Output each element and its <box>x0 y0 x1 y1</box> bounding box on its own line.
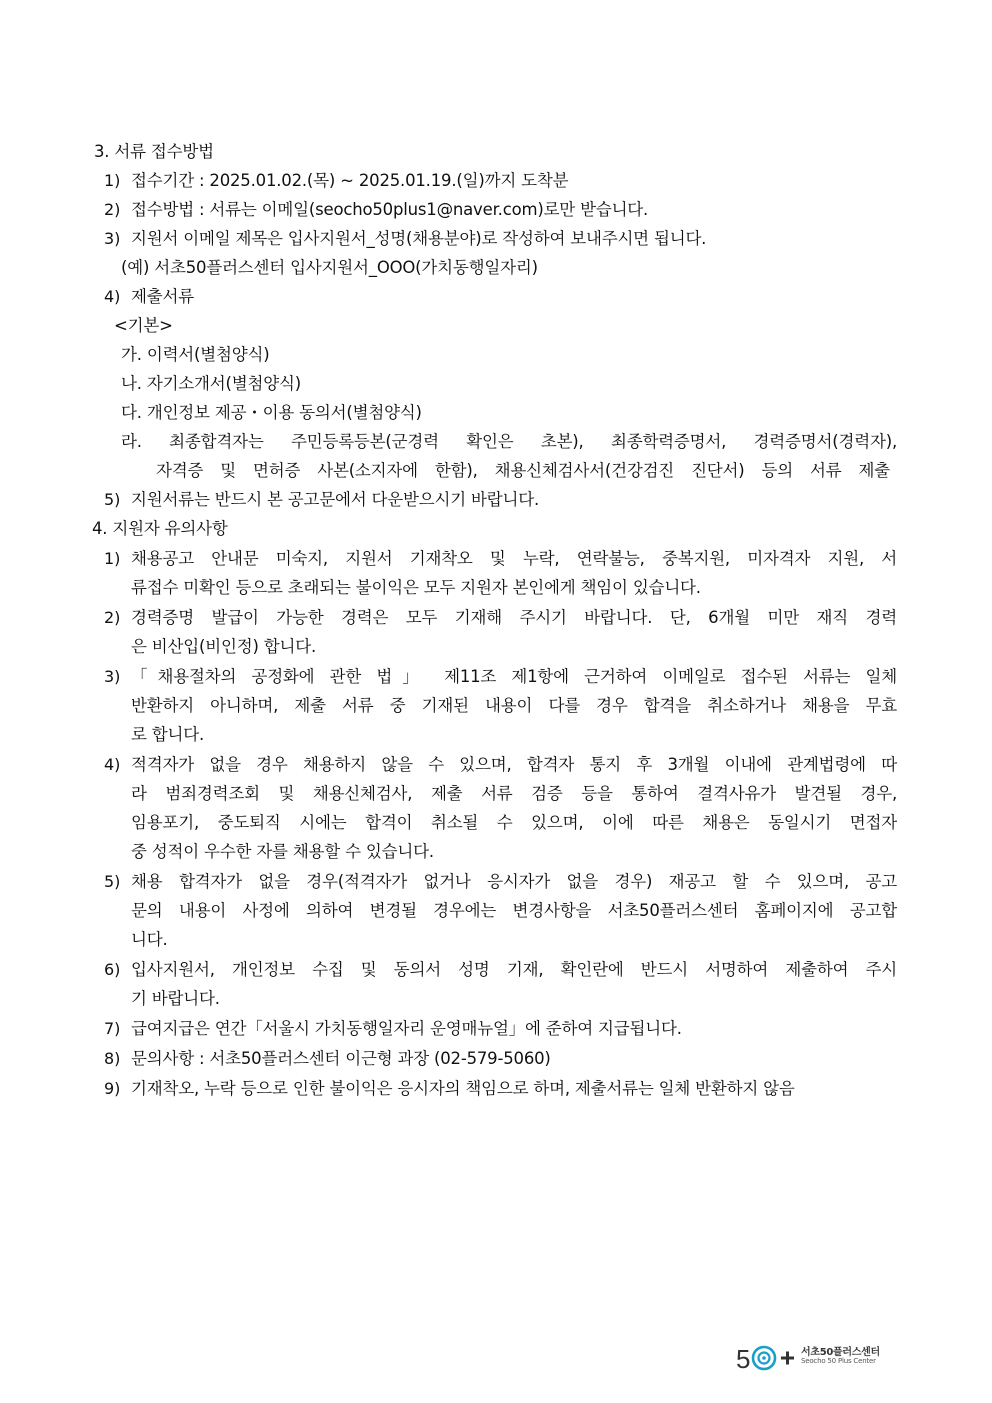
notice-4-line-3: 임용포기, 중도퇴직 시에는 합격이 취소될 수 있으며, 이에 따른 채용은 동일시기 면접자 <box>131 813 897 832</box>
doc-self-intro: 나. 자기소개서(별첨양식) <box>121 374 301 393</box>
notice-3-line-3: 로 합니다. <box>131 725 205 744</box>
doc-final-line-2: 자격증 및 면허증 사본(소지자에 한함), 채용신체검사서(건강검진 진단서) 등의 서류 제출 <box>156 461 890 480</box>
email-subject-example: (예) 서초50플러스센터 입사지원서_OOO(가치동행일자리) <box>121 258 538 277</box>
notice-6-line-1: 입사지원서, 개인정보 수집 및 동의서 성명 기재, 확인란에 반드시 서명하여 제출하여 주시 <box>131 960 897 979</box>
fifty-plus-logo-mark-icon <box>736 1341 798 1375</box>
notice-5-line-2: 문의 내용이 사정에 의하여 변경될 경우에는 변경사항을 서초50플러스센터 홈페이지에 공고합 <box>131 901 897 920</box>
required-documents: 제출서류 <box>131 287 194 306</box>
doc-final-line-1: 라. 최종합격자는 주민등록등본(군경력 확인은 초본), 최종학력증명서, 경력증명서(경력자), <box>121 432 897 451</box>
notice-2-line-1: 경력증명 발급이 가능한 경력은 모두 기재해 주시기 바랍니다. 단, 6개월 미만 재직 경력 <box>131 608 897 627</box>
doc-resume: 가. 이력서(별첨양식) <box>121 345 270 364</box>
item-number: 3) <box>104 667 121 686</box>
section-4-title: 4. 지원자 유의사항 <box>92 519 228 538</box>
notice-1-line-2: 류접수 미확인 등으로 초래되는 불이익은 모두 지원자 본인에게 책임이 있습니다. <box>131 578 701 597</box>
notice-5-line-1: 채용 합격자가 없을 경우(적격자가 없거나 응시자가 없을 경우) 재공고 할 수 있으며, 공고 <box>131 872 897 891</box>
notice-9: 기재착오, 누락 등으로 인한 불이익은 응시자의 책임으로 하며, 제출서류는 일체 반환하지 않음 <box>131 1079 795 1098</box>
svg-text:5: 5 <box>736 1344 751 1374</box>
receipt-period: 접수기간 : 2025.01.02.(목) ~ 2025.01.19.(일)까지 도착분 <box>131 171 569 190</box>
notice-8-contact: 문의사항 : 서초50플러스센터 이근형 과장 (02-579-5060) <box>131 1049 551 1068</box>
notice-4-line-4: 중 성적이 우수한 자를 채용할 수 있습니다. <box>131 842 434 861</box>
notice-3-line-1: 「채용절차의 공정화에 관한 법」 제11조 제1항에 근거하여 이메일로 접수된 서류는 일체 <box>131 667 897 686</box>
logo-name-english: Seocho 50 Plus Center <box>801 1357 876 1365</box>
notice-3-line-2: 반환하지 아니하며, 제출 서류 중 기재된 내용이 다를 경우 합격을 취소하거나 채용을 무효 <box>131 696 897 715</box>
doc-privacy-consent: 다. 개인정보 제공・이용 동의서(별첨양식) <box>121 403 422 422</box>
notice-7: 급여지급은 연간「서울시 가치동행일자리 운영매뉴얼」에 준하여 지급됩니다. <box>131 1019 682 1038</box>
notice-4-line-2: 라 범죄경력조회 및 채용신체검사, 제출 서류 검증 등을 통하여 결격사유가 발견될 경우, <box>131 784 897 803</box>
download-notice: 지원서류는 반드시 본 공고문에서 다운받으시기 바랍니다. <box>131 490 540 509</box>
item-number: 1) <box>104 549 121 568</box>
center-logo <box>736 1341 896 1375</box>
item-number: 5) <box>104 490 121 509</box>
item-number: 3) <box>104 229 121 248</box>
item-number: 8) <box>104 1049 121 1068</box>
section-3-title: 3. 서류 접수방법 <box>94 142 214 161</box>
notice-2-line-2: 은 비산입(비인정) 합니다. <box>131 637 316 656</box>
item-number: 1) <box>104 171 121 190</box>
item-number: 2) <box>104 608 121 627</box>
notice-5-line-3: 니다. <box>131 930 168 949</box>
notice-4-line-1: 적격자가 없을 경우 채용하지 않을 수 있으며, 합격자 통지 후 3개월 이내에 관계법령에 따 <box>131 755 897 774</box>
receipt-method: 접수방법 : 서류는 이메일(seocho50plus1@naver.com)로만 받습니다. <box>131 200 649 219</box>
item-number: 7) <box>104 1019 121 1038</box>
item-number: 4) <box>104 755 121 774</box>
notice-6-line-2: 기 바랍니다. <box>131 989 220 1008</box>
notice-1-line-1: 채용공고 안내문 미숙지, 지원서 기재착오 및 누락, 연락불능, 중복지원, 미자격자 지원, 서 <box>131 549 897 568</box>
basic-label: <기본> <box>114 316 173 335</box>
item-number: 5) <box>104 872 121 891</box>
logo-name-korean: 서초50플러스센터 <box>801 1347 880 1358</box>
item-number: 9) <box>104 1079 121 1098</box>
email-subject-rule: 지원서 이메일 제목은 입사지원서_성명(채용분야)로 작성하여 보내주시면 됩니다. <box>131 229 707 248</box>
item-number: 4) <box>104 287 121 306</box>
item-number: 6) <box>104 960 121 979</box>
item-number: 2) <box>104 200 121 219</box>
